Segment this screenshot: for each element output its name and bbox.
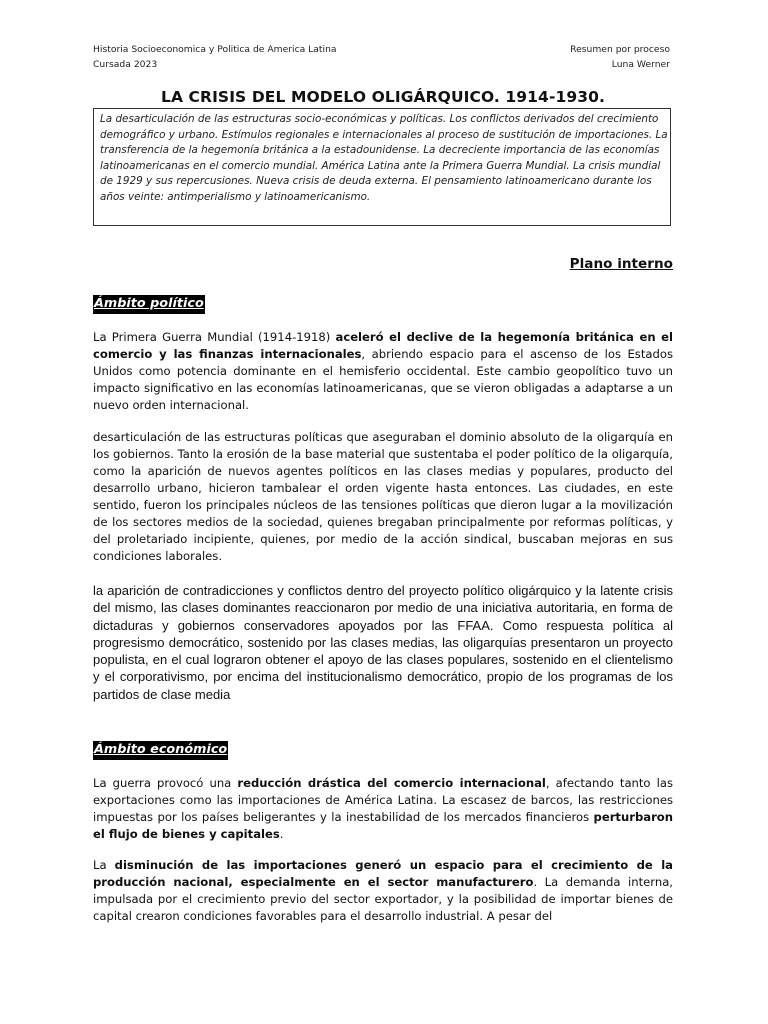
document-type: Resumen por proceso <box>570 44 670 55</box>
paragraph-economico-2: La disminución de las importaciones generó un espacio para el crecimiento de la producción nacional, especialmente en el sector manufacturero. La demanda interna, impulsada por el crecimiento previo del sector exportador, y la posibilidad de importar bienes de capital crearon condiciones favorables para el desarrollo industrial. A pesar del <box>93 858 673 923</box>
paragraph-politico-1: La Primera Guerra Mundial (1914-1918) aceleró el declive de la hegemonía británica en el comercio y las finanzas internacionales, abriendo espacio para el ascenso de los Estados Unidos como potencia dominante en el hemisferio occidental. Este cambio geopolítico tuvo un impacto significativo en las economías latinoamericanas, que se vieron obligadas a adaptarse a un nuevo orden internacional. <box>93 330 673 412</box>
page-title: LA CRISIS DEL MODELO OLIGÁRQUICO. 1914-1930. <box>160 88 605 106</box>
heading-ambito-politico: Ámbito político <box>93 295 205 314</box>
paragraph-economico-1: La guerra provocó una reducción drástica del comercio internacional, afectando tanto las exportaciones como las importaciones de América Latina. La escasez de barcos, las restricciones impuestas por los países beligerantes y la inestabilidad de los mercados financieros perturbaron el flujo de bienes y capitales. <box>93 776 673 841</box>
paragraph-politico-3: la aparición de contradicciones y conflictos dentro del proyecto político oligárquico y la latente crisis del mismo, las clases dominantes reaccionaron por medio de una iniciativa autoritaria, en forma de dictaduras y gobiernos conservadores apoyados por las FFAA. Como respuesta política al progresismo democrático, sostenido por las clases medias, las oligarquías presentaron un proyecto populista, en el cual lograron obtener el apoyo de las clases populares, sostenido en el clientelismo y el corporativismo, por encima del institucionalismo democrático, propio de los programas de los partidos de clase media <box>93 583 673 702</box>
section-plano-interno: Plano interno <box>569 256 673 272</box>
header-right <box>570 42 670 72</box>
header-left <box>93 42 337 72</box>
course-name: Historia Socioeconomica y Politica de America Latina <box>93 44 337 55</box>
author-name: Luna Werner <box>611 59 670 70</box>
course-year: Cursada 2023 <box>93 59 158 70</box>
heading-ambito-economico: Ámbito económico <box>93 741 228 760</box>
paragraph-politico-2: desarticulación de las estructuras políticas que aseguraban el dominio absoluto de la oligarquía en los gobiernos. Tanto la erosión de la base material que sustentaba el poder político de la oligarquía, como la aparición de nuevos agentes políticos en las clases medias y populares, producto del desarrollo urbano, hicieron tambalear el orden vigente hasta entonces. Las ciudades, en este sentido, fueron los principales núcleos de las tensiones políticas que dieron lugar a la movilización de los sectores medios de la sociedad, quienes bregaban principalmente por reformas políticas, y del proletariado incipiente, quienes, por medio de la acción sindical, buscaban mejoras en sus condiciones laborales. <box>93 430 673 563</box>
abstract-box: La desarticulación de las estructuras socio-económicas y políticas. Los conflictos derivados del crecimiento demográfico y urbano. Estímulos regionales e internacionales al proceso de sustitución de importaciones. La transferencia de la hegemonía británica a la estadounidense. La decreciente importancia de las economías latinoamericanas en el comercio mundial. América Latina ante la Primera Guerra Mundial. La crisis mundial de 1929 y sus repercusiones. Nueva crisis de deuda externa. El pensamiento latinoamericano durante los años veinte: antimperialismo y latinoamericanismo. <box>93 108 671 226</box>
